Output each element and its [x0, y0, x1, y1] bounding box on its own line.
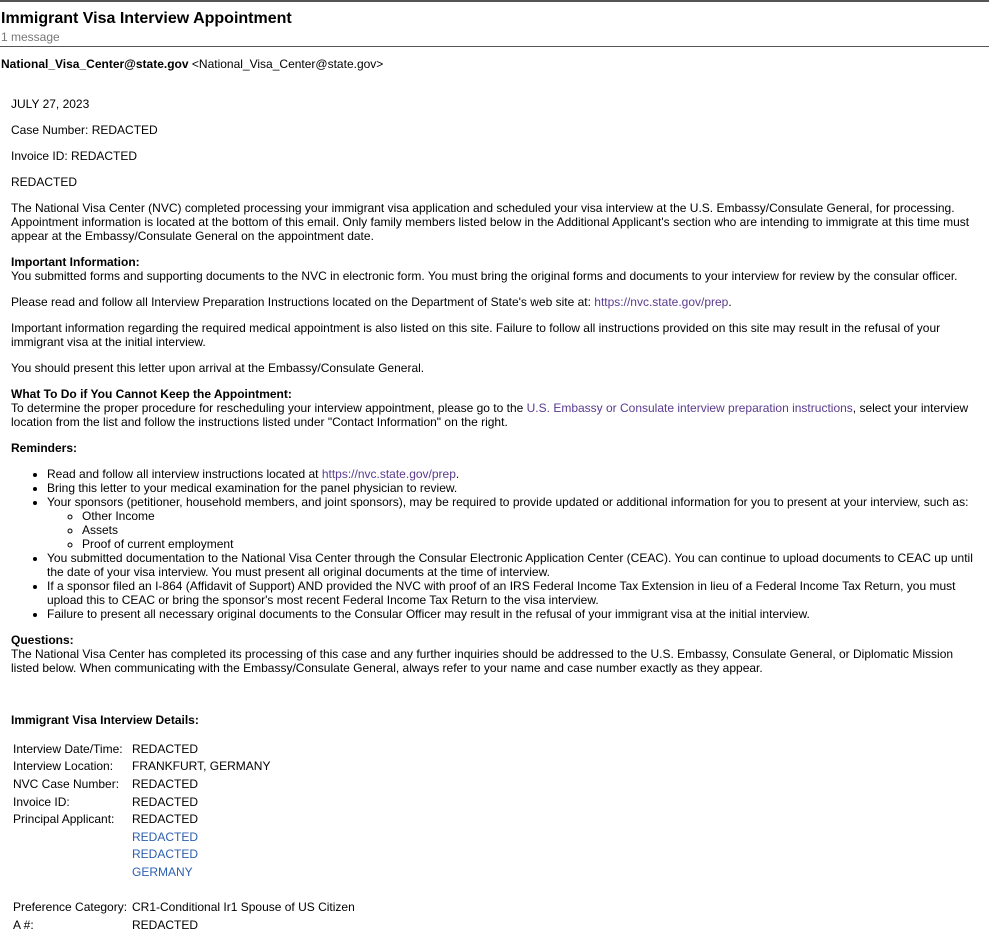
- list-item: • If a sponsor filed an I-864 (Affidavit of Support) AND provided the NVC with proof of an IRS Federal Income Tax Extension in lieu of a Federal Income Tax Return, you must upload this to CEAC or bring the sponsor's most recent Federal Income Tax Return to the visa interview.: [47, 579, 981, 607]
- important-heading: Important Information:: [11, 255, 140, 269]
- detail-value: CR1-Conditional Ir1 Spouse of US Citizen: [132, 900, 355, 915]
- email-header: [0, 0, 989, 47]
- table-row: [13, 810, 355, 828]
- detail-label: NVC Case Number:: [13, 776, 120, 791]
- questions-heading: Questions:: [11, 633, 74, 647]
- reminder-1-period: .: [455, 467, 460, 481]
- detail-value: FRANKFURT, GERMANY: [132, 759, 271, 774]
- present-paragraph: You should present this letter upon arrival at the Embassy/Consulate General.: [11, 361, 425, 375]
- cannot-keep-heading: What To Do if You Cannot Keep the Appointment:: [11, 387, 292, 401]
- list-item: ◦ Assets: [82, 523, 981, 537]
- table-row: [13, 740, 355, 758]
- table-row: [13, 758, 355, 776]
- detail-label: Preference Category:: [13, 900, 128, 915]
- detail-label: A #:: [13, 917, 34, 932]
- reminder-1-text: Read and follow all interview instructions located at: [47, 467, 322, 481]
- message-count: 1 message: [1, 30, 60, 44]
- detail-value: REDACTED: [132, 794, 199, 809]
- detail-value: REDACTED: [132, 741, 199, 756]
- email-body: [11, 97, 981, 934]
- detail-label: Invoice ID:: [13, 794, 70, 809]
- detail-value: REDACTED: [132, 917, 199, 932]
- list-item: • You submitted documentation to the National Visa Center through the Consular Electronic Application Center (CEAC). You can continue to upload documents to CEAC up until the date of your visa interview. You must present all original documents at the time of interview.: [47, 551, 981, 579]
- embassy-instructions-link[interactable]: U.S. Embassy or Consulate interview preparation instructions: [526, 401, 853, 415]
- important-text: You submitted forms and supporting documents to the NVC in electronic form. You must bring the original forms and documents to your interview for review by the consular officer.: [11, 269, 958, 283]
- prep-link[interactable]: https://nvc.state.gov/prep: [594, 295, 729, 309]
- reminders-list: [11, 467, 981, 621]
- reminder-3-text: Your sponsors (petitioner, household members, and joint sponsors), may be required to provide updated or additional information for you to present at your interview, such as:: [47, 495, 969, 509]
- interview-details-table: [13, 740, 355, 934]
- cannot-keep-pre: To determine the proper procedure for rescheduling your interview appointment, please go to the: [11, 401, 527, 415]
- address-line[interactable]: REDACTED: [132, 847, 199, 862]
- detail-value: REDACTED: [132, 776, 199, 791]
- cannot-keep-paragraph: [11, 401, 981, 429]
- list-item: • Bring this letter to your medical examination for the panel physician to review.: [47, 481, 981, 495]
- table-row: [13, 916, 355, 934]
- detail-label: Interview Date/Time:: [13, 741, 123, 756]
- list-item: [47, 467, 981, 481]
- list-item: [47, 495, 981, 551]
- prep-text: Please read and follow all Interview Preparation Instructions located on the Department of State's web site at:: [11, 295, 595, 309]
- prep-period: .: [728, 295, 732, 309]
- list-item: • Failure to present all necessary original documents to the Consular Officer may result in the refusal of your immigrant visa at the initial interview.: [47, 607, 981, 621]
- recipient-name: REDACTED: [11, 175, 78, 189]
- invoice-id: Invoice ID: REDACTED: [11, 149, 138, 163]
- list-item: ◦ Proof of current employment: [82, 537, 981, 551]
- table-row: [13, 898, 355, 916]
- medical-paragraph: Important information regarding the required medical appointment is also listed on this site. Failure to follow all instructions provided on this site may result in the refusal of your immigrant visa at the initial interview.: [11, 321, 941, 349]
- detail-label: Principal Applicant:: [13, 812, 115, 827]
- prep-paragraph: [11, 295, 981, 309]
- email-subject: Immigrant Visa Interview Appointment: [1, 10, 292, 27]
- table-row: [13, 828, 355, 846]
- intro-paragraph: The National Visa Center (NVC) completed processing your immigrant visa application and scheduled your visa interview at the U.S. Embassy/Consulate General, for processing. Appointment information is located at the bottom of this email. Only family members listed below in the Additional Applicant's section who are intending to immigrate at this time must appear at the Embassy/Consulate General on the appointment date.: [11, 201, 970, 243]
- details-heading: Immigrant Visa Interview Details:: [11, 713, 199, 727]
- table-row: [13, 775, 355, 793]
- detail-value: REDACTED: [132, 812, 199, 827]
- detail-label: Interview Location:: [13, 759, 114, 774]
- address-line[interactable]: REDACTED: [132, 829, 199, 844]
- table-row: [13, 846, 355, 864]
- address-line[interactable]: GERMANY: [132, 864, 193, 879]
- questions-paragraph: The National Visa Center has completed its processing of this case and any further inquiries should be addressed to the U.S. Embassy, Consulate General, or Diplomatic Mission listed below. When communicating with the Embassy/Consulate General, always refer to your name and case number exactly as they appear.: [11, 647, 954, 675]
- reminders-heading: Reminders:: [11, 441, 78, 455]
- table-row: [13, 793, 355, 811]
- sponsor-info-list: [47, 509, 981, 551]
- case-number: Case Number: REDACTED: [11, 123, 158, 137]
- sender-line: [1, 57, 383, 71]
- letter-date: JULY 27, 2023: [11, 97, 90, 111]
- list-item: ◦ Other Income: [82, 509, 981, 523]
- reminder-prep-link[interactable]: https://nvc.state.gov/prep: [321, 467, 456, 481]
- sender-name[interactable]: National_Visa_Center@state.gov: [1, 57, 189, 71]
- cannot-keep-post: , select your interview location from the list and follow the instructions listed under "Contact Information" on the right.: [11, 401, 969, 429]
- sender-address: <National_Visa_Center@state.gov>: [191, 57, 384, 71]
- table-row: [13, 863, 355, 881]
